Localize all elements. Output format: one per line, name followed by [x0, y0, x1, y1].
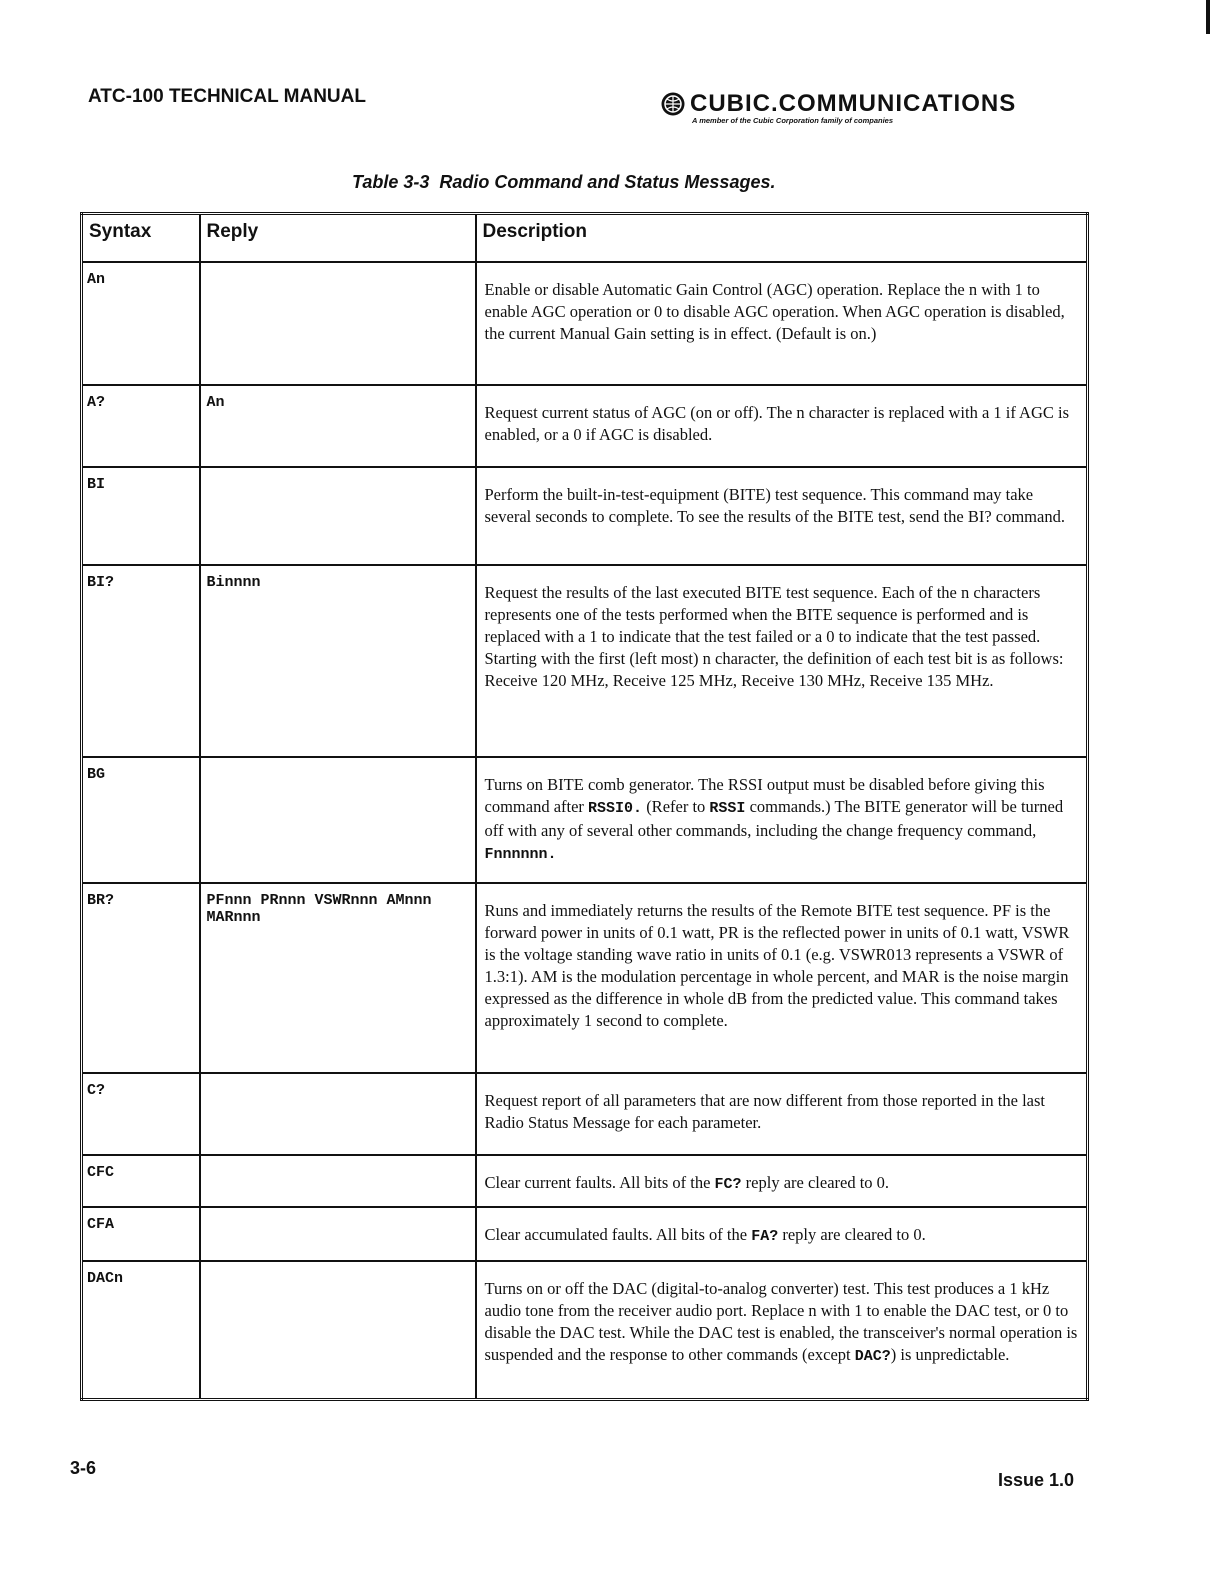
syntax-cell: C?	[82, 1073, 200, 1155]
column-header-syntax: Syntax	[82, 214, 200, 263]
desc-text: Clear current faults. All bits of the	[484, 1173, 715, 1192]
table-row	[82, 1261, 1088, 1399]
reply-cell	[200, 1073, 476, 1155]
description-cell: Runs and immediately returns the results of the Remote BITE test sequence. PF is the forward power in units of 0.1 watt, PR is the reflected power in units of 0.1 watt, VSWR is the voltage standing wave ratio in units of 0.1 (e.g. VSWR013 represents a VSWR of 1.3:1). AM is the modulation percentage in whole percent, and MAR is the noise margin expressed as the difference in whole dB from the predicted value. This command takes approximately 1 second to complete.	[476, 883, 1088, 1073]
reply-cell	[200, 1207, 476, 1261]
reply-cell: PFnnn PRnnn VSWRnnn AMnnn MARnnn	[200, 883, 476, 1073]
column-header-description: Description	[476, 214, 1088, 263]
table-row	[82, 757, 1088, 883]
desc-text: commands.) The BITE generator will be turned off with any of several other commands, including the change frequency command,	[484, 797, 1064, 840]
description-cell	[476, 757, 1088, 883]
desc-text: Turns on or off the DAC (digital-to-analog converter) test. This test produces a 1 kHz audio tone from the receiver audio port. Replace n with 1 to enable the DAC test, or 0 to disable the DAC test. While the DAC test is enabled, the transceiver's normal operation is suspended and the response to other commands (except	[484, 1279, 1078, 1364]
syntax-cell: BI	[82, 467, 200, 565]
scan-edge-mark	[1206, 0, 1210, 34]
page-number: 3-6	[70, 1458, 97, 1478]
description-cell: Perform the built-in-test-equipment (BITE) test sequence. This command may take several seconds to complete. To see the results of the BITE test, send the BI? command.	[476, 467, 1088, 565]
desc-text: Clear accumulated faults. All bits of the	[484, 1225, 752, 1244]
syntax-cell: BG	[82, 757, 200, 883]
column-header-reply: Reply	[200, 214, 476, 263]
desc-text: reply are cleared to 0.	[778, 1225, 926, 1244]
reply-cell	[200, 262, 476, 385]
table-number: Table 3-3	[352, 172, 430, 192]
table-row	[82, 467, 1088, 565]
command-code: RSSI0.	[588, 800, 643, 817]
command-code: FC?	[714, 1176, 742, 1193]
description-cell: Request the results of the last executed BITE test sequence. Each of the n characters represents one of the tests performed when the BITE sequence is performed and is replaced with a 1 to indicate that the test failed or a 0 to indicate that the test passed. Starting with the first (left most) n character, the definition of each test bit is as follows: Receive 120 MHz, Receive 125 MHz, Receive 130 MHz, Receive 135 MHz.	[476, 565, 1088, 757]
syntax-cell: CFA	[82, 1207, 200, 1261]
description-cell: Enable or disable Automatic Gain Control (AGC) operation. Replace the n with 1 to enable AGC operation or 0 to disable AGC operation. When AGC operation is disabled, the current Manual Gain setting is in effect. (Default is on.)	[476, 262, 1088, 385]
desc-text: Turns on BITE comb generator. The RSSI output must be disabled before giving this command after	[484, 775, 1045, 816]
cubic-globe-icon	[660, 91, 686, 117]
table-row	[82, 883, 1088, 1073]
company-name: CUBIC.COMMUNICATIONS	[690, 90, 1017, 117]
table-header-row	[82, 214, 1088, 263]
company-tagline: A member of the Cubic Corporation family of companies	[692, 116, 893, 125]
description-cell	[476, 1207, 1088, 1261]
syntax-cell: DACn	[82, 1261, 200, 1399]
reply-cell: Binnnn	[200, 565, 476, 757]
description-cell: Request report of all parameters that are now different from those reported in the last Radio Status Message for each parameter.	[476, 1073, 1088, 1155]
command-code: FA?	[751, 1228, 779, 1245]
table-caption	[352, 172, 775, 193]
table-row	[82, 565, 1088, 757]
command-code: RSSI	[709, 800, 746, 817]
description-cell	[476, 1261, 1088, 1399]
table-row	[82, 1155, 1088, 1207]
syntax-cell: BR?	[82, 883, 200, 1073]
reply-cell: An	[200, 385, 476, 467]
reply-cell	[200, 1261, 476, 1399]
reply-cell	[200, 757, 476, 883]
desc-text: reply are cleared to 0.	[741, 1173, 890, 1192]
description-cell	[476, 1155, 1088, 1207]
manual-title: ATC-100 TECHNICAL MANUAL	[88, 86, 366, 107]
syntax-cell: CFC	[82, 1155, 200, 1207]
issue-label: Issue 1.0	[998, 1470, 1075, 1490]
syntax-cell: A?	[82, 385, 200, 467]
reply-cell	[200, 1155, 476, 1207]
reply-cell	[200, 467, 476, 565]
description-cell: Request current status of AGC (on or off). The n character is replaced with a 1 if AGC is enabled, or a 0 if AGC is disabled.	[476, 385, 1088, 467]
desc-text: ) is unpredictable.	[890, 1345, 1010, 1364]
table-row	[82, 1073, 1088, 1155]
syntax-cell: An	[82, 262, 200, 385]
table-row	[82, 262, 1088, 385]
desc-text: (Refer to	[642, 797, 710, 816]
command-table	[80, 212, 1089, 1401]
table-row	[82, 385, 1088, 467]
company-logo	[660, 90, 1016, 125]
command-code: DAC?	[854, 1348, 891, 1365]
table-row	[82, 1207, 1088, 1261]
syntax-cell: BI?	[82, 565, 200, 757]
command-code: Fnnnnnn.	[484, 846, 557, 863]
table-title: Radio Command and Status Messages.	[439, 172, 776, 192]
